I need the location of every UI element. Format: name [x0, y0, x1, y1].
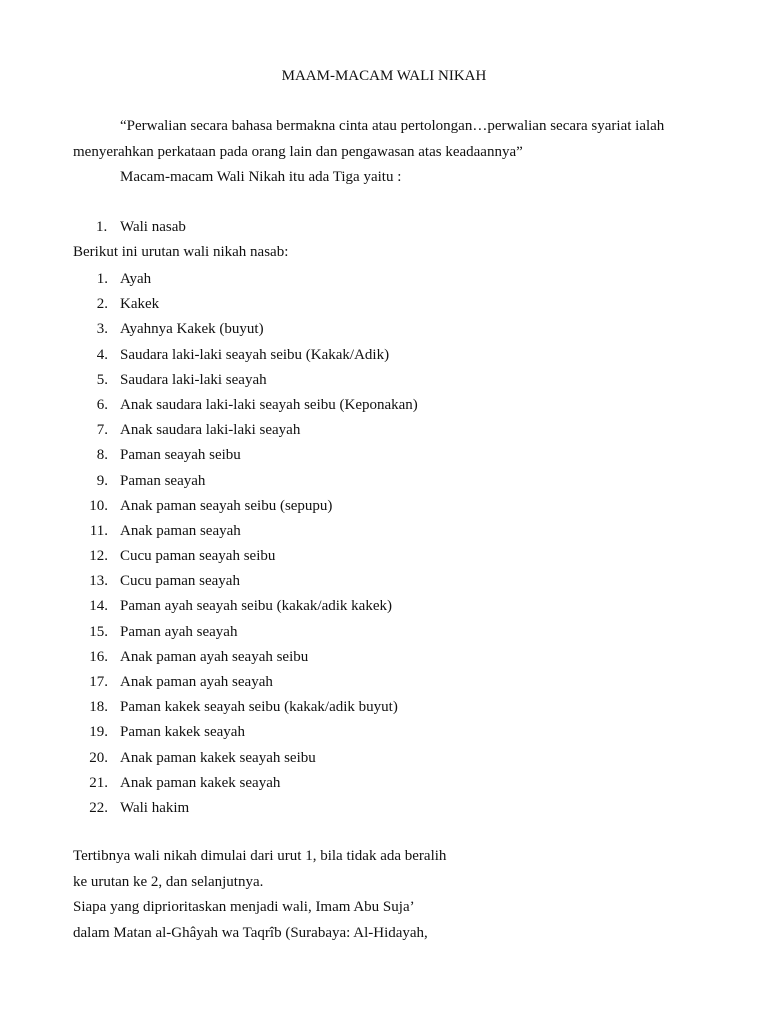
list-item-text: Paman ayah seayah seibu (kakak/adik kakek) [120, 598, 392, 615]
list-item-text: Paman kakek seayah seibu (kakak/adik buyut) [120, 699, 398, 716]
list-item-text: Saudara laki-laki seayah [120, 371, 267, 388]
list-item-number: 8. [96, 447, 108, 464]
list-item-text: Paman seayah seibu [120, 447, 241, 464]
list-item-number: 20. [89, 749, 108, 766]
definition-line-1: “Perwalian secara bahasa bermakna cinta atau pertolongan…perwalian secara syariat ialah [120, 118, 665, 134]
list-item-text: Cucu paman seayah seibu [120, 548, 276, 565]
list-item-text: Anak paman seayah seibu (sepupu) [120, 497, 333, 514]
list-item-text: Paman ayah seayah [120, 623, 238, 640]
list-item-number: 4. [96, 346, 108, 363]
list-item-text: Anak saudara laki-laki seayah seibu (Keponakan) [120, 396, 418, 413]
list-item-number: 13. [89, 573, 108, 590]
definition-line-2: menyerahkan perkataan pada orang lain dan pengawasan atas keadaannya” [73, 144, 523, 160]
closing-line-4: dalam Matan al-Ghâyah wa Taqrîb (Surabaya: Al-Hidayah, [73, 925, 428, 941]
list-item-number: 15. [89, 623, 108, 640]
closing-line-2: ke urutan ke 2, dan selanjutnya. [73, 874, 264, 890]
list-item-text: Paman seayah [120, 472, 206, 489]
intro-line: Macam-macam Wali Nikah itu ada Tiga yaitu : [120, 169, 402, 185]
list-item-number: 3. [96, 321, 108, 338]
list-item-text: Saudara laki-laki seayah seibu (Kakak/Adik) [120, 346, 390, 363]
list-item-number: 7. [96, 422, 108, 439]
closing-line-1: Tertibnya wali nikah dimulai dari urut 1, bila tidak ada beralih [73, 848, 447, 864]
list-item-number: 18. [89, 699, 108, 716]
list-item-number: 17. [89, 674, 108, 690]
list-intro: Berikut ini urutan wali nikah nasab: [73, 244, 289, 260]
list-item-text: Anak paman ayah seayah [120, 674, 273, 690]
list-item-text: Kakek [120, 296, 160, 313]
list-item-number: 10. [89, 497, 108, 514]
list-item-number: 21. [89, 774, 108, 791]
list-item-text: Ayahnya Kakek (buyut) [120, 321, 264, 338]
list-item-number: 2. [96, 296, 108, 313]
list-item-number: 5. [96, 371, 108, 388]
list-item-text: Cucu paman seayah [120, 573, 240, 590]
section-number: 1. [96, 219, 108, 235]
list-item-text: Anak paman seayah [120, 522, 241, 539]
document-title: MAAM-MACAM WALI NIKAH [281, 68, 487, 84]
list-item-text: Wali hakim [120, 799, 190, 816]
list-item-number: 9. [96, 472, 108, 489]
list-item-text: Ayah [120, 271, 152, 287]
list-item-number: 16. [89, 648, 108, 665]
closing-line-3: Siapa yang diprioritaskan menjadi wali, Imam Abu Suja’ [73, 899, 415, 915]
list-item-number: 14. [89, 598, 108, 615]
list-item-number: 22. [89, 799, 108, 816]
section-title: Wali nasab [120, 219, 186, 235]
list-item-text: Paman kakek seayah [120, 724, 245, 741]
list-item-text: Anak saudara laki-laki seayah [120, 422, 301, 439]
list-item-text: Anak paman ayah seayah seibu [120, 648, 309, 665]
list-item-text: Anak paman kakek seayah seibu [120, 749, 316, 766]
list-item-number: 12. [89, 548, 108, 565]
list-item-number: 11. [89, 522, 108, 539]
list-item-number: 1. [96, 271, 108, 287]
list-item-number: 19. [89, 724, 108, 741]
list-item-number: 6. [96, 396, 108, 413]
list-item-text: Anak paman kakek seayah [120, 774, 281, 791]
